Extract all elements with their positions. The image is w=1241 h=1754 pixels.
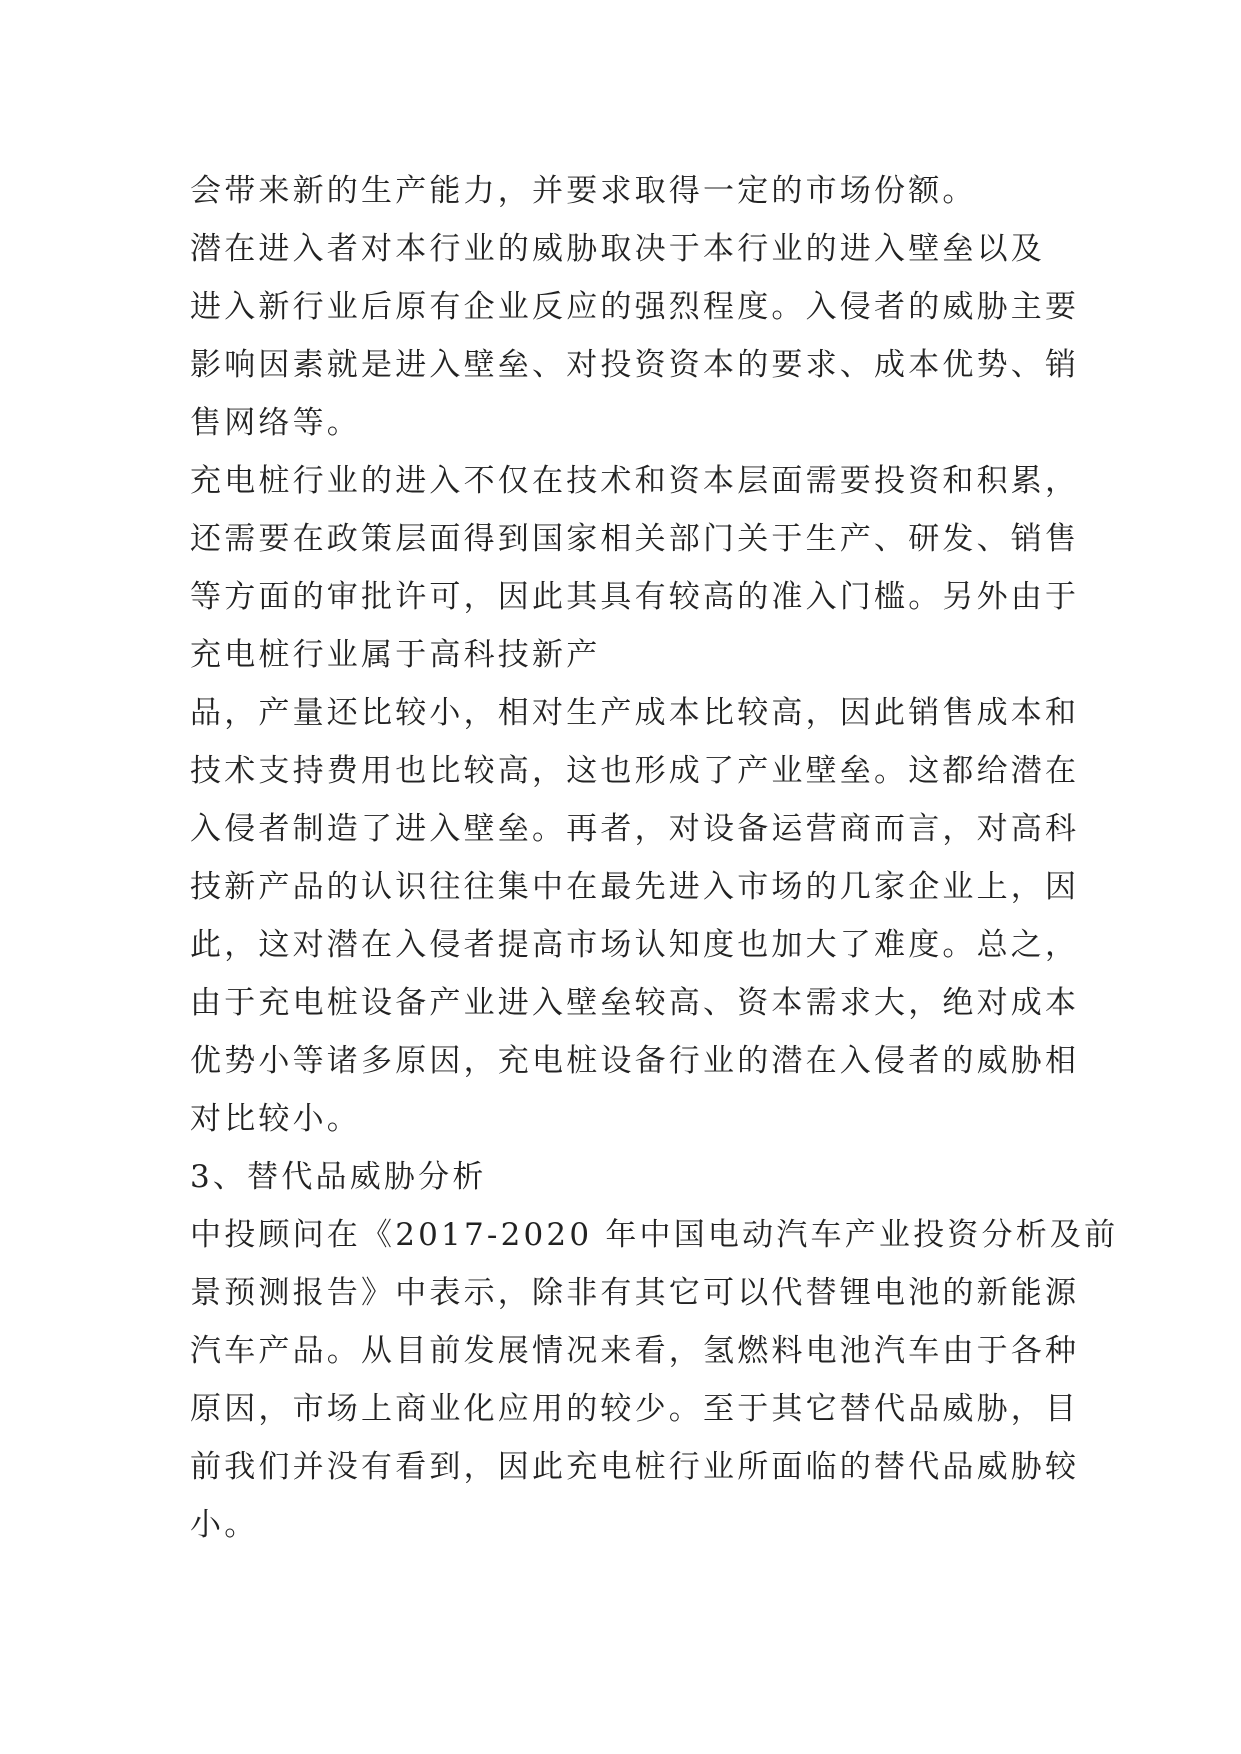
text-line: 汽车产品。从目前发展情况来看，氢燃料电池汽车由于各种 [190,1333,1080,1369]
text-line: 小。 [190,1507,259,1543]
text-line: 景预测报告》中表示，除非有其它可以代替锂电池的新能源 [190,1275,1080,1311]
body-text [190,162,1119,1554]
text-line: 技新产品的认识往往集中在最先进入市场的几家企业上，因 [190,869,1080,905]
text-line: 技术支持费用也比较高，这也形成了产业壁垒。这都给潜在 [190,753,1080,789]
text-line: 售网络等。 [190,405,361,441]
text-line: 对比较小。 [190,1101,361,1137]
text-line: 等方面的审批许可，因此其具有较高的准入门槛。另外由于 [190,579,1080,615]
text-line: 进入新行业后原有企业反应的强烈程度。入侵者的威胁主要 [190,289,1080,325]
text-line: 前我们并没有看到，因此充电桩行业所面临的替代品威胁较 [190,1449,1080,1485]
text-line: 影响因素就是进入壁垒、对投资资本的要求、成本优势、销 [190,347,1080,383]
text-line: 还需要在政策层面得到国家相关部门关于生产、研发、销售 [190,521,1080,557]
text-line: 入侵者制造了进入壁垒。再者，对设备运营商而言，对高科 [190,811,1080,847]
text-line: 品，产量还比较小，相对生产成本比较高，因此销售成本和 [190,695,1080,731]
text-line: 优势小等诸多原因，充电桩设备行业的潜在入侵者的威胁相 [190,1043,1080,1079]
text-line: 充电桩行业属于高科技新产 [190,637,601,673]
text-line: 中投顾问在《2017-2020 年中国电动汽车产业投资分析及前 [190,1217,1119,1253]
text-line: 由于充电桩设备产业进入壁垒较高、资本需求大，绝对成本 [190,985,1080,1021]
text-line: 充电桩行业的进入不仅在技术和资本层面需要投资和积累， [190,463,1080,499]
section-heading: 3、替代品威胁分析 [190,1159,487,1195]
text-line: 会带来新的生产能力，并要求取得一定的市场份额。 [190,173,977,209]
text-line: 此，这对潜在入侵者提高市场认知度也加大了难度。总之， [190,927,1080,963]
text-line: 潜在进入者对本行业的威胁取决于本行业的进入壁垒以及 [190,231,1045,267]
text-line: 原因，市场上商业化应用的较少。至于其它替代品威胁，目 [190,1391,1080,1427]
